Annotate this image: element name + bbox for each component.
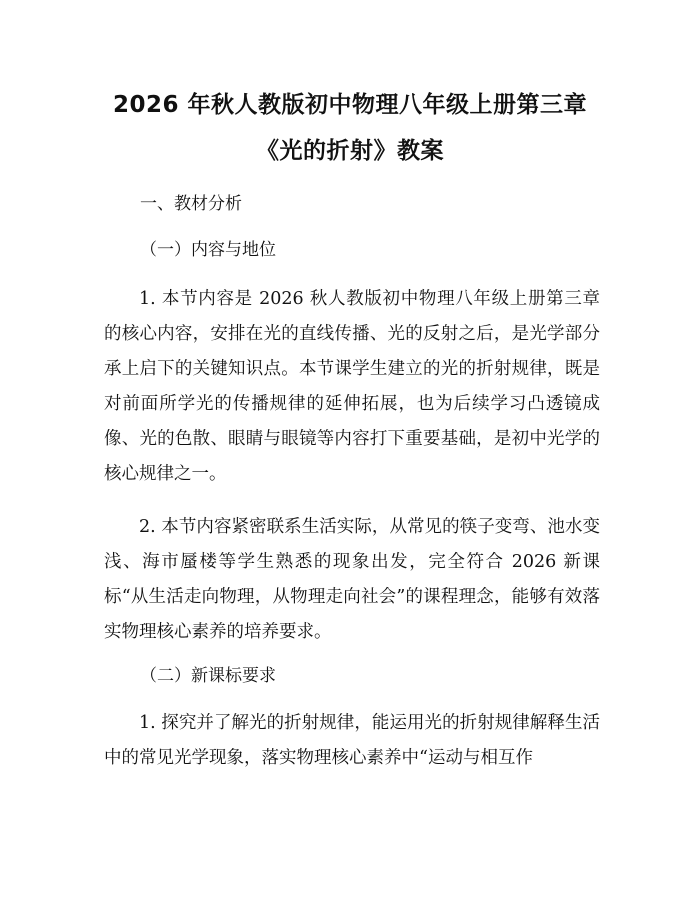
- document-title-line-1: 2026 年秋人教版初中物理八年级上册第三章: [112, 92, 588, 118]
- paragraph-content-position-2: 2. 本节内容紧密联系生活实际，从常见的筷子变弯、池水变浅、海市蜃楼等学生熟悉的现象出发，完全符合 2026 新课标“从生活走向物理，从物理走向社会”的课程理念，能够有效落实物理核心素养的培养要求。: [104, 517, 600, 642]
- paragraph-curriculum-requirements-1: 1. 探究并了解光的折射规律，能运用光的折射规律解释生活中的常见光学现象，落实物理核心素养中“运动与相互作: [104, 713, 600, 768]
- subsection-heading-content-position: （一）内容与地位: [140, 240, 276, 260]
- document-title-line-2: 《光的折射》教案: [256, 138, 444, 164]
- subsection-heading-curriculum-requirements: （二）新课标要求: [140, 666, 276, 686]
- section-heading-textbook-analysis: 一、教材分析: [140, 194, 242, 214]
- paragraph-content-position-1: 1. 本节内容是 2026 秋人教版初中物理八年级上册第三章的核心内容，安排在光的直线传播、光的反射之后，是光学部分承上启下的关键知识点。本节课学生建立的光的折射规律，既是对前面所学光的传播规律的延伸拓展，也为后续学习凸透镜成像、光的色散、眼睛与眼镜等内容打下重要基础，是初中光学的核心规律之一。: [104, 289, 600, 484]
